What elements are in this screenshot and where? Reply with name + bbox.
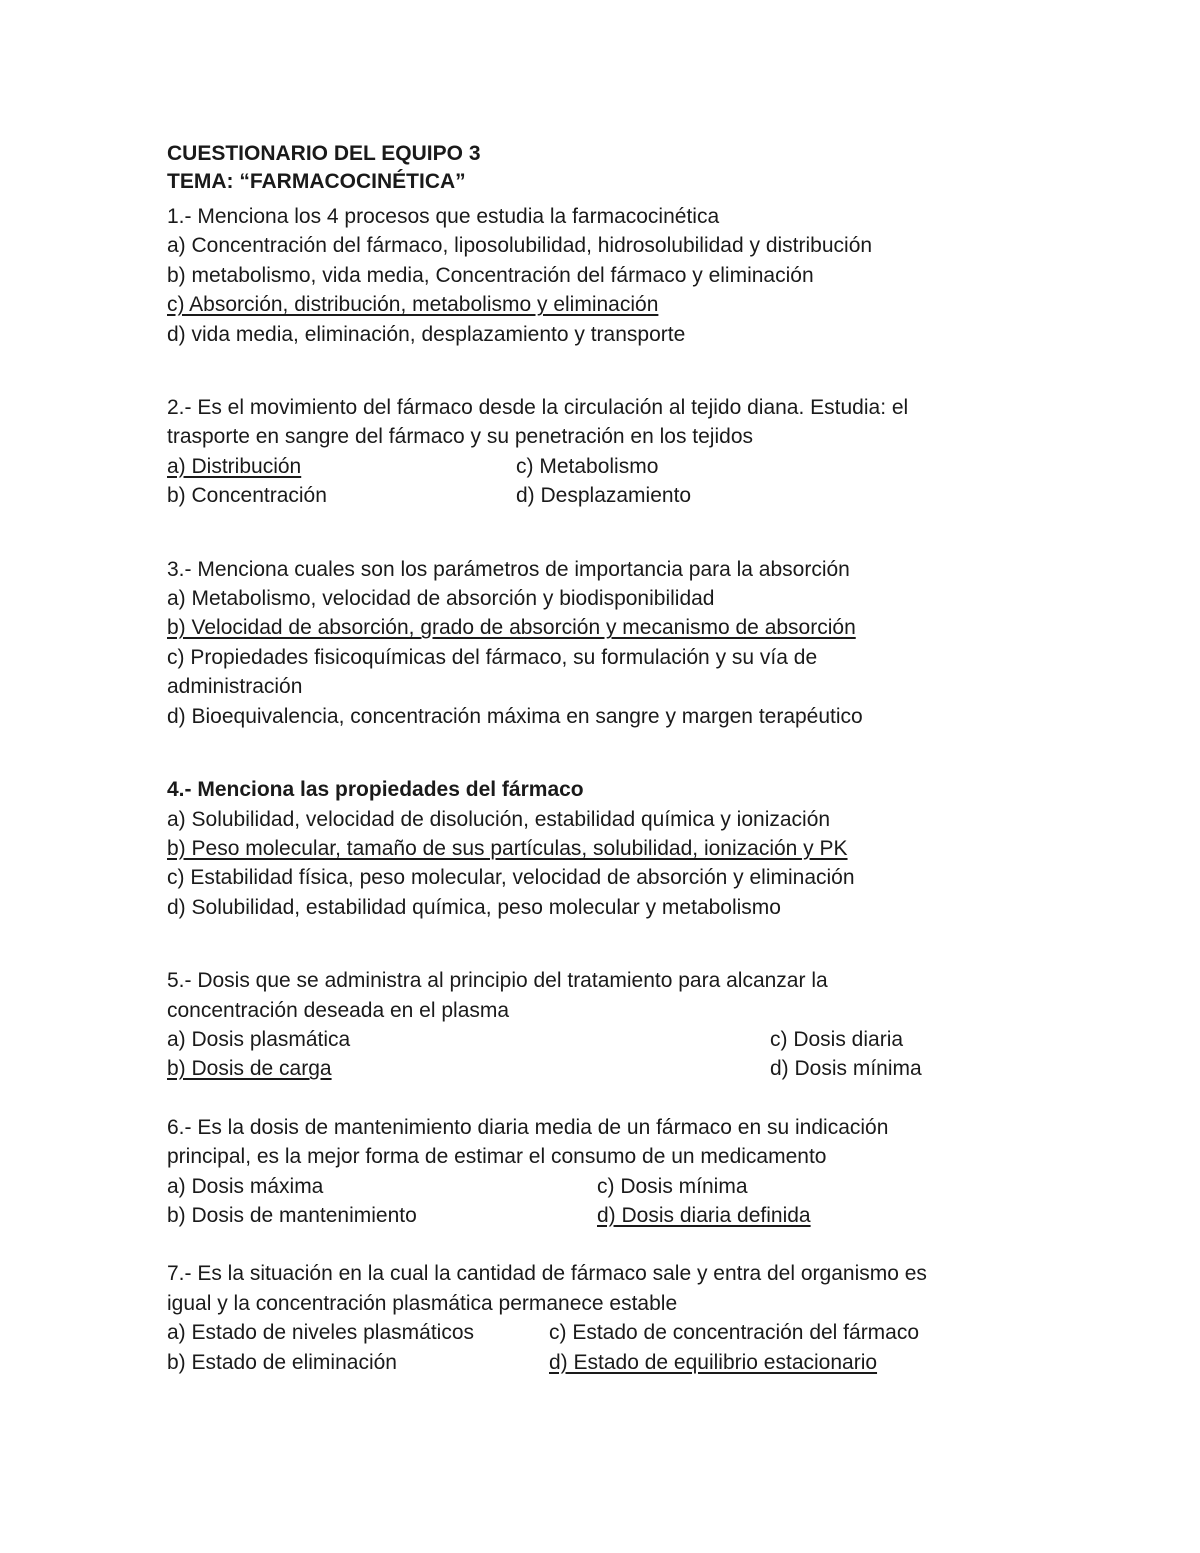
document-topic: TEMA: “FARMACOCINÉTICA” xyxy=(167,170,466,193)
question-2-option-b: b) Concentración xyxy=(167,484,327,508)
question-4-option-a: a) Solubilidad, velocidad de disolución, estabilidad química y ionización xyxy=(167,807,831,831)
question-5-text-line1: 5.- Dosis que se administra al principio del tratamiento para alcanzar la xyxy=(167,969,828,993)
question-2-option-d: d) Desplazamiento xyxy=(516,484,692,508)
question-5-option-b-answer: b) Dosis de carga xyxy=(167,1057,332,1081)
question-4-option-c: c) Estabilidad física, peso molecular, velocidad de absorción y eliminación xyxy=(167,866,855,890)
question-4-option-d: d) Solubilidad, estabilidad química, peso molecular y metabolismo xyxy=(167,895,781,919)
question-7 xyxy=(167,1259,1047,1377)
document-page xyxy=(167,140,1047,1377)
question-6-option-c: c) Dosis mínima xyxy=(597,1174,748,1198)
question-3-text: 3.- Menciona cuales son los parámetros de importancia para la absorción xyxy=(167,557,850,581)
question-7-option-a: a) Estado de niveles plasmáticos xyxy=(167,1321,474,1345)
question-2-text-line2: trasporte en sangre del fármaco y su penetración en los tejidos xyxy=(167,425,754,449)
question-1-option-a: a) Concentración del fármaco, liposolubilidad, hidrosolubilidad y distribución xyxy=(167,234,873,258)
question-3-option-c-line2: administración xyxy=(167,675,303,699)
question-3-option-b-answer: b) Velocidad de absorción, grado de absorción y mecanismo de absorción xyxy=(167,616,856,640)
question-2-option-c: c) Metabolismo xyxy=(516,454,659,478)
question-6-option-b: b) Dosis de mantenimiento xyxy=(167,1203,417,1227)
question-7-text-line1: 7.- Es la situación en la cual la cantidad de fármaco sale y entra del organismo es xyxy=(167,1262,927,1286)
question-1 xyxy=(167,202,1047,349)
question-7-text-line2: igual y la concentración plasmática permanece estable xyxy=(167,1291,678,1315)
question-6-option-d-answer: d) Dosis diaria definida xyxy=(597,1203,811,1227)
question-7-option-c: c) Estado de concentración del fármaco xyxy=(549,1321,920,1345)
question-7-option-d-answer: d) Estado de equilibrio estacionario xyxy=(549,1350,878,1374)
question-4 xyxy=(167,775,1047,922)
question-3-option-c-line1: c) Propiedades fisicoquímicas del fármaco, su formulación y su vía de xyxy=(167,645,818,669)
question-1-option-b: b) metabolismo, vida media, Concentración del fármaco y eliminación xyxy=(167,263,814,287)
question-3-option-d: d) Bioequivalencia, concentración máxima en sangre y margen terapéutico xyxy=(167,704,863,728)
question-1-text: 1.- Menciona los 4 procesos que estudia la farmacocinética xyxy=(167,205,720,228)
question-3 xyxy=(167,555,1047,731)
question-4-option-b-answer: b) Peso molecular, tamaño de sus partículas, solubilidad, ionización y PK xyxy=(167,836,848,860)
question-6 xyxy=(167,1113,1047,1231)
question-5 xyxy=(167,966,1047,1084)
question-6-text-line2: principal, es la mejor forma de estimar el consumo de un medicamento xyxy=(167,1145,827,1169)
question-3-option-a: a) Metabolismo, velocidad de absorción y biodisponibilidad xyxy=(167,587,715,611)
question-6-option-a: a) Dosis máxima xyxy=(167,1174,324,1198)
document-title: CUESTIONARIO DEL EQUIPO 3 xyxy=(167,142,481,165)
question-4-text: 4.- Menciona las propiedades del fármaco xyxy=(167,778,584,802)
question-7-option-b: b) Estado de eliminación xyxy=(167,1350,397,1374)
question-2-option-a-answer: a) Distribución xyxy=(167,454,302,478)
question-1-option-d: d) vida media, eliminación, desplazamiento y transporte xyxy=(167,322,686,346)
question-2 xyxy=(167,393,1047,511)
question-5-option-c: c) Dosis diaria xyxy=(770,1027,904,1051)
question-5-option-d: d) Dosis mínima xyxy=(770,1057,922,1081)
question-1-option-c-answer: c) Absorción, distribución, metabolismo y eliminación xyxy=(167,293,659,317)
question-6-text-line1: 6.- Es la dosis de mantenimiento diaria media de un fármaco en su indicación xyxy=(167,1115,889,1139)
question-2-text-line1: 2.- Es el movimiento del fármaco desde la circulación al tejido diana. Estudia: el xyxy=(167,396,909,420)
question-5-option-a: a) Dosis plasmática xyxy=(167,1027,351,1051)
question-5-text-line2: concentración deseada en el plasma xyxy=(167,998,510,1022)
